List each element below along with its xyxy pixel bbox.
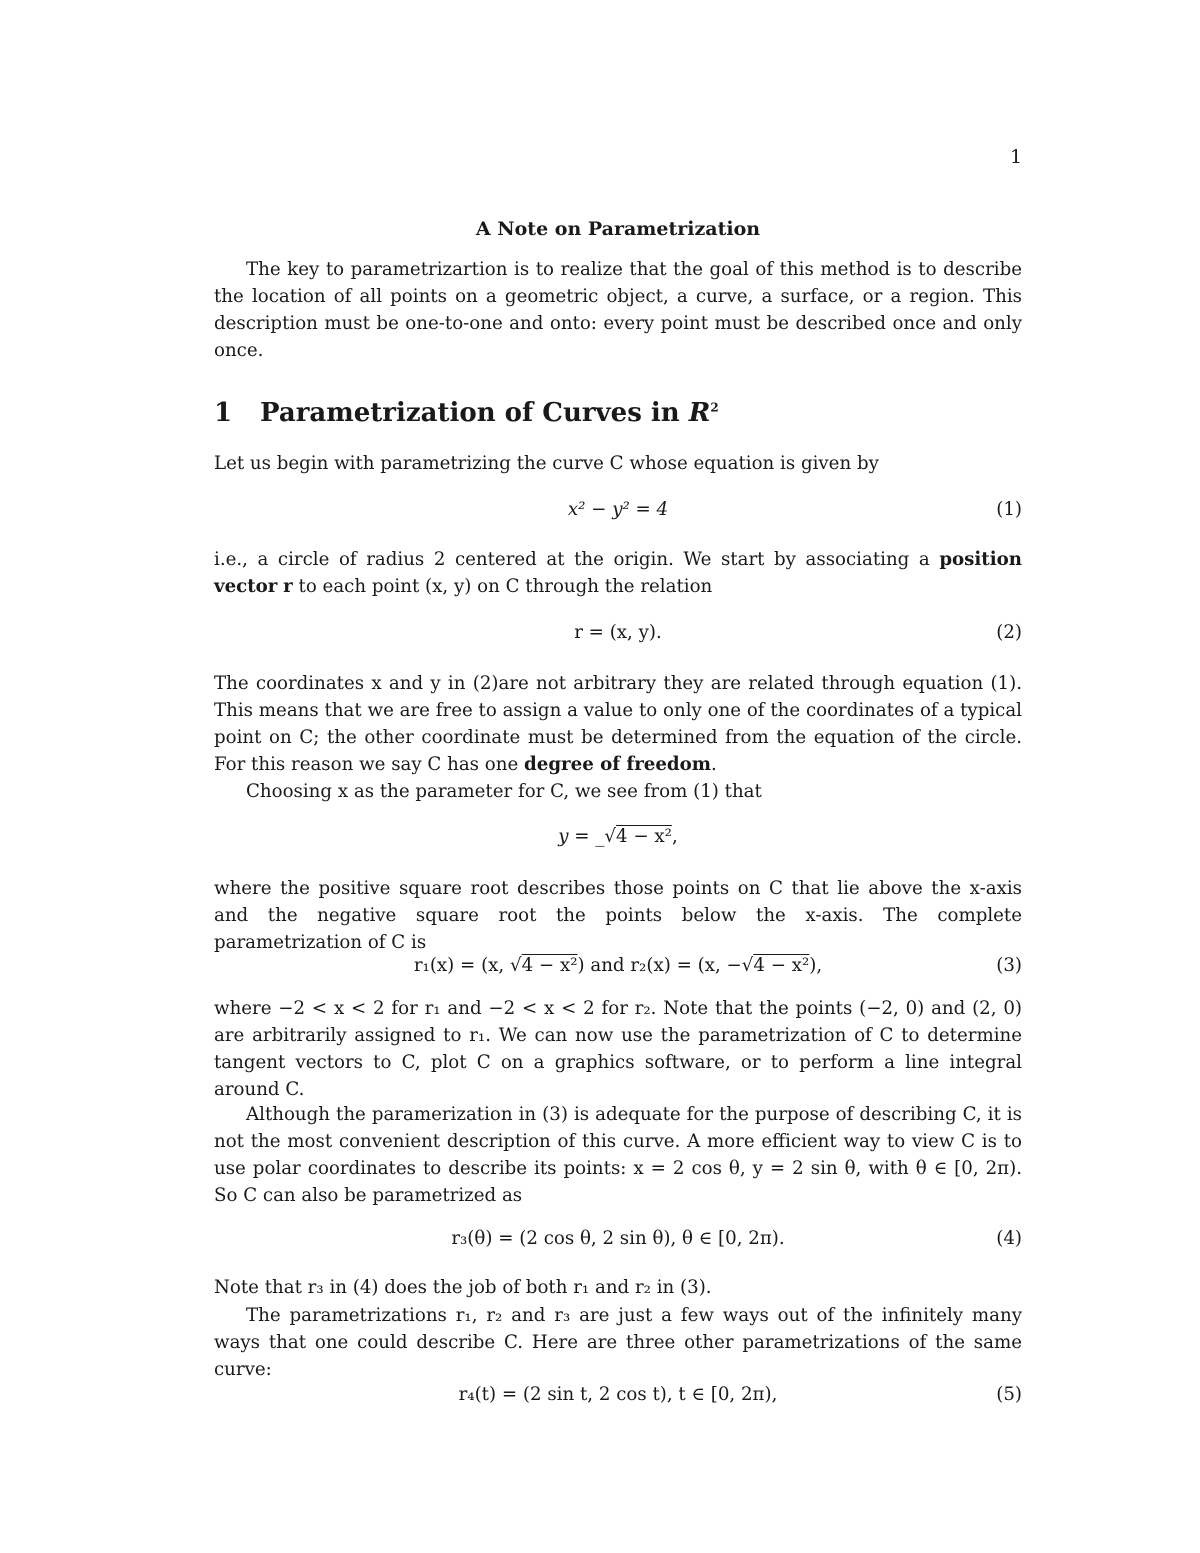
equation-3-part-3: ), [809, 955, 823, 976]
paragraph-position-vector-text-b: to each point (x, y) on C through the relation [298, 576, 713, 597]
paragraph-r3-note: Note that r₃ in (4) does the job of both r₁ and r₂ in (3). [214, 1277, 712, 1298]
paragraph-domain-notes: where −2 < x < 2 for r₁ and −2 < x < 2 for r₂. Note that the points (−2, 0) and (2, 0) are arbitrarily assigned to r₁. We can now use the parametrization of C to determine tangent vectors to C, plot C on a graphics software, or to perform a line integral around C. [214, 998, 1022, 1100]
position-vector-term: position vector [214, 549, 1022, 597]
paragraph-degree-of-freedom [214, 670, 1022, 778]
equation-3-radicand-2: 4 − x² [753, 955, 810, 976]
paragraph-position-vector [214, 546, 1022, 600]
equation-4-tag: (4) [996, 1228, 1022, 1249]
vector-r-symbol: r [283, 576, 293, 597]
paragraph-dof-text-b: . [711, 754, 717, 775]
degree-of-freedom-term: degree of freedom [524, 754, 712, 775]
equation-3-part-2: ) and r₂(x) = (x, −√ [577, 955, 754, 976]
equation-y-radicand: 4 − x² [616, 826, 672, 847]
equation-4 [214, 1228, 1022, 1258]
equation-5 [214, 1384, 1022, 1414]
paragraph-square-roots: where the positive square root describes those points on C that lie above the x-axis and the negative square root the points below the x-axis. The complete parametrization of C is [214, 878, 1022, 953]
equation-2-body: r = (x, y). [574, 622, 662, 643]
equation-1 [214, 499, 1022, 529]
equation-1-tag: (1) [996, 499, 1022, 520]
paragraph-position-vector-text-a: i.e., a circle of radius 2 centered at the origin. We start by associating a [214, 549, 930, 570]
paragraph-other-parametrizations: The parametrizations r₁, r₂ and r₃ are just a few ways out of the infinitely many ways that one could describe C. Here are three other parametrizations of the same curve: [214, 1305, 1022, 1380]
equation-3 [214, 955, 1022, 985]
equation-1-body: x² − y² = 4 [567, 499, 669, 520]
equation-2-tag: (2) [996, 622, 1022, 643]
equation-3-tag: (3) [996, 955, 1022, 976]
section-title: Parametrization of Curves in [260, 398, 680, 428]
section-title-exponent: 2 [710, 400, 719, 415]
equation-4-body: r₃(θ) = (2 cos θ, 2 sin θ), θ ∈ [0, 2π). [451, 1228, 785, 1249]
paragraph-polar-coordinates: Although the paramerization in (3) is adequate for the purpose of describing C, it is not the most convenient description of this curve. A more efficient way to view C is to use polar coordinates to describe its points: x = 2 cos θ, y = 2 sin θ, with θ ∈ [0, 2π). So C can also be parametrized as [214, 1104, 1022, 1206]
equation-y-rhs: , [671, 826, 678, 847]
equation-3-part-1: r₁(x) = (x, √ [413, 955, 522, 976]
equation-5-tag: (5) [996, 1384, 1022, 1405]
section-heading [214, 398, 719, 428]
page-number: 1 [1010, 146, 1023, 168]
equation-5-body: r₄(t) = (2 sin t, 2 cos t), t ∈ [0, 2π), [458, 1384, 778, 1405]
equation-2 [214, 622, 1022, 652]
equation-y [214, 826, 1022, 856]
paragraph-choosing-x: Choosing x as the parameter for C, we see from (1) that [246, 781, 762, 802]
paragraph-dof-text-a: The coordinates x and y in (2)are not arbitrary they are related through equation (1). This means that we are free to assign a value to only one of the coordinates of a typical point on C; the other coordinate must be determined from the equation of the circle. For this reason we say C has one [214, 673, 1022, 775]
intro-paragraph: The key to parametrizartion is to realize that the goal of this method is to describe the location of all points on a geometric object, a curve, a surface, or a region. This description must be one-to-one and onto: every point must be described once and only once. [214, 259, 1022, 361]
equation-3-radicand-1: 4 − x² [521, 955, 578, 976]
equation-y-lhs: y = _√ [558, 826, 617, 847]
paragraph-curve-intro: Let us begin with parametrizing the curve C whose equation is given by [214, 453, 879, 474]
document-title: A Note on Parametrization [475, 218, 761, 240]
section-number: 1 [214, 398, 233, 428]
section-title-symbol: R [688, 398, 711, 428]
